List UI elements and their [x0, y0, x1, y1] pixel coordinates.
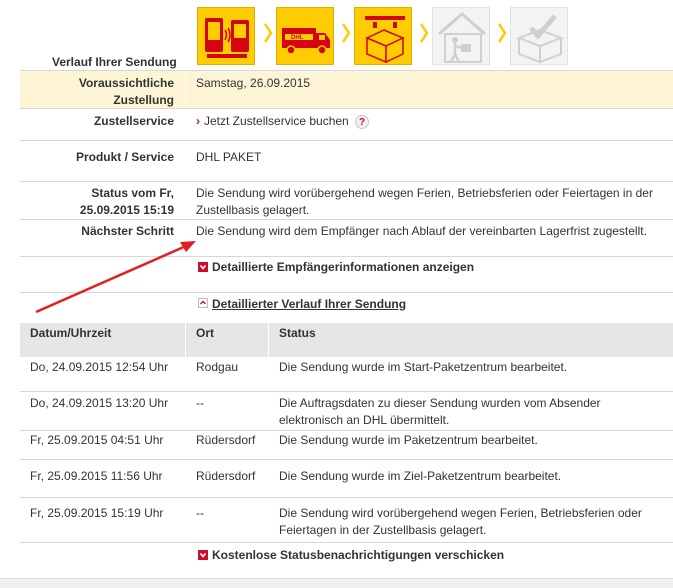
row-date: Do, 24.09.2015 13:20 Uhr — [30, 396, 169, 410]
row-place: Rodgau — [196, 360, 239, 374]
row-status: Die Sendung wurde im Start-Paketzentrum bearbeitet. — [279, 360, 568, 374]
next-step-label: Nächster Schritt — [81, 224, 174, 238]
row-place: -- — [196, 506, 204, 520]
progress-heading: Verlauf Ihrer Sendung — [52, 55, 177, 69]
column-place: Ort — [196, 326, 214, 340]
status-label: Status vom Fr, 25.09.2015 15:19 — [79, 186, 174, 217]
row-date: Fr, 25.09.2015 15:19 Uhr — [30, 506, 164, 520]
next-step-value: Die Sendung wird dem Empfänger nach Ablauf der vereinbarten Lagerfrist zugestellt. — [196, 224, 647, 238]
row-place: -- — [196, 396, 204, 410]
column-status: Status — [279, 326, 316, 340]
recipient-info-link[interactable]: Detaillierte Empfängerinformationen anzeigen — [212, 260, 475, 274]
row-place: Rüdersdorf — [196, 469, 256, 483]
row-place: Rüdersdorf — [196, 433, 256, 447]
history-link[interactable]: Detaillierter Verlauf Ihrer Sendung — [212, 297, 407, 311]
product-value: DHL PAKET — [196, 150, 262, 164]
row-date: Do, 24.09.2015 12:54 Uhr — [30, 360, 169, 374]
service-label: Zustellservice — [93, 114, 174, 128]
expected-delivery-label: Voraussichtliche Zustellung — [78, 76, 174, 107]
row-date: Fr, 25.09.2015 11:56 Uhr — [30, 469, 163, 483]
help-icon[interactable]: ? — [355, 115, 369, 129]
status-value: Die Sendung wird vorübergehend wegen Ferien, Betriebsferien oder Feiertagen in der Zustellbasis gelagert. — [196, 186, 653, 217]
service-link[interactable]: › Jetzt Zustellservice buchen ? — [196, 113, 369, 130]
expected-delivery-value: Samstag, 26.09.2015 — [196, 76, 311, 90]
chevron-right-icon: › — [196, 114, 200, 128]
row-status: Die Sendung wurde im Ziel-Paketzentrum bearbeitet. — [279, 469, 562, 483]
notifications-link[interactable]: Kostenlose Statusbenachrichtigungen verschicken — [212, 548, 505, 562]
row-date: Fr, 25.09.2015 04:51 Uhr — [30, 433, 164, 447]
svg-text:DHL: DHL — [291, 35, 304, 41]
row-status: Die Auftragsdaten zu dieser Sendung wurden vom Absender elektronisch an DHL übermittelt. — [279, 396, 601, 427]
column-date: Datum/Uhrzeit — [30, 326, 112, 340]
row-status: Die Sendung wird vorübergehend wegen Ferien, Betriebsferien oder Feiertagen in der Zustellbasis gelagert. — [279, 506, 642, 537]
product-label: Produkt / Service — [75, 150, 174, 164]
row-status: Die Sendung wurde im Paketzentrum bearbeitet. — [279, 433, 538, 447]
